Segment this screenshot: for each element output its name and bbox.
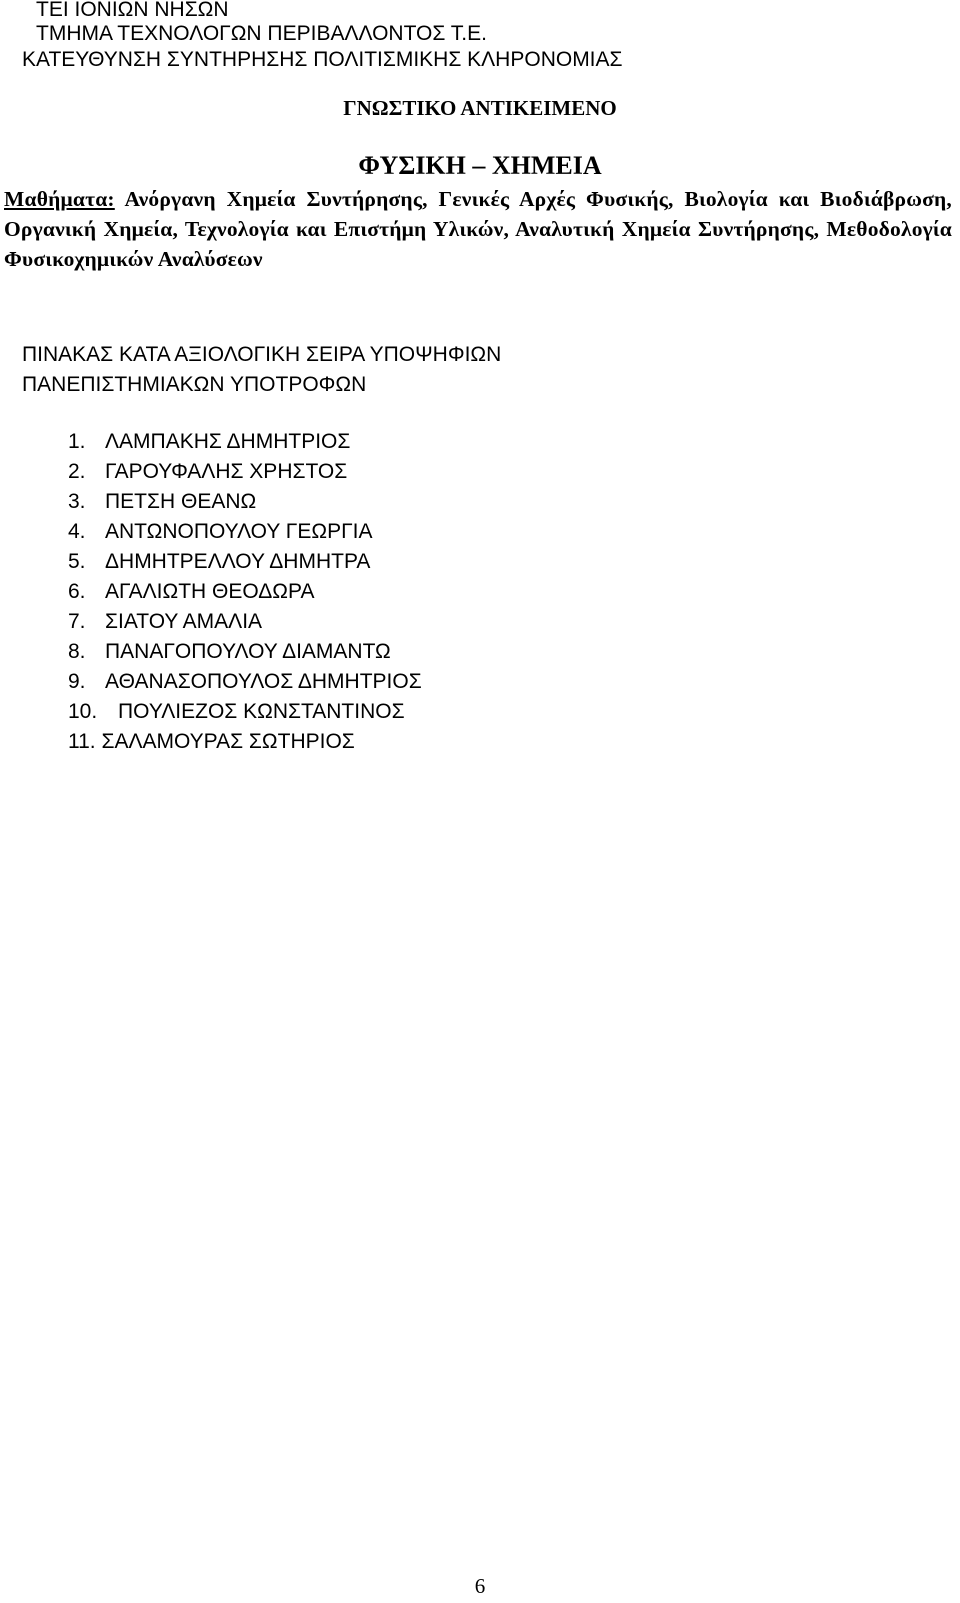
list-item xyxy=(68,460,422,490)
table-title-line2: ΠΑΝΕΠΙΣΤΗΜΙΑΚΩΝ ΥΠΟΤΡΟΦΩΝ xyxy=(22,373,367,396)
subject-heading: ΦΥΣΙΚΗ – ΧΗΜΕΙΑ xyxy=(358,151,602,180)
specialization-name: ΚΑΤΕΥΘΥΝΣΗ ΣΥΝΤΗΡΗΣΗΣ ΠΟΛΙΤΙΣΜΙΚΗΣ ΚΛΗΡΟΝΟΜΙΑΣ xyxy=(22,48,623,71)
candidate-name: ΛΑΜΠΑΚΗΣ ΔΗΜΗΤΡΙΟΣ xyxy=(105,430,351,453)
rank-number: 10. xyxy=(68,700,98,723)
courses-list: Ανόργανη Χημεία Συντήρησης, Γενικές Αρχές Φυσικής, Βιολογία και Βιοδιάβρωση, Οργανική Χημεία, Τεχνολογία και Επιστήμη Υλικών, Αναλυτική Χημεία Συντήρησης, Μεθοδολογία Φυσικοχημικών Αναλύσεων xyxy=(4,187,952,271)
rank-number: 5. xyxy=(68,550,86,573)
list-item xyxy=(68,670,422,700)
candidate-name: ΣΑΛΑΜΟΥΡΑΣ ΣΩΤΗΡΙΟΣ xyxy=(101,730,355,753)
department-name: ΤΜΗΜΑ ΤΕΧΝΟΛΟΓΩΝ ΠΕΡΙΒΑΛΛΟΝΤΟΣ Τ.Ε. xyxy=(36,22,487,45)
rank-number: 4. xyxy=(68,520,86,543)
list-item xyxy=(68,640,422,670)
list-item xyxy=(68,430,422,460)
list-item xyxy=(68,490,422,520)
rank-number: 7. xyxy=(68,610,86,633)
rank-number: 8. xyxy=(68,640,86,663)
rank-number: 2. xyxy=(68,460,86,483)
courses-paragraph xyxy=(4,184,952,274)
table-title-line1: ΠΙΝΑΚΑΣ ΚΑΤΑ ΑΞΙΟΛΟΓΙΚΗ ΣΕΙΡΑ ΥΠΟΨΗΦΙΩΝ xyxy=(22,343,502,366)
list-item xyxy=(68,730,422,760)
candidate-name: ΠΕΤΣΗ ΘΕΑΝΩ xyxy=(105,490,257,513)
candidate-name: ΔΗΜΗΤΡΕΛΛΟΥ ΔΗΜΗΤΡΑ xyxy=(105,550,371,573)
candidate-name: ΓΑΡΟΥΦΑΛΗΣ ΧΡΗΣΤΟΣ xyxy=(105,460,348,483)
rank-number: 3. xyxy=(68,490,86,513)
rank-number: 1. xyxy=(68,430,86,453)
topic-heading: ΓΝΩΣΤΙΚΟ ΑΝΤΙΚΕΙΜΕΝΟ xyxy=(343,96,617,120)
candidate-name: ΑΘΑΝΑΣΟΠΟΥΛΟΣ ΔΗΜΗΤΡΙΟΣ xyxy=(105,670,422,693)
list-item xyxy=(68,580,422,610)
candidate-name: ΣΙΑΤΟΥ ΑΜΑΛΙΑ xyxy=(105,610,263,633)
rank-number: 6. xyxy=(68,580,86,603)
rank-number: 9. xyxy=(68,670,86,693)
candidate-name: ΠΟΥΛΙΕΖΟΣ ΚΩΝΣΤΑΝΤΙΝΟΣ xyxy=(118,700,405,723)
list-item xyxy=(68,700,422,730)
page-number: 6 xyxy=(474,1574,486,1598)
institution-name: ΤΕΙ ΙΟΝΙΩΝ ΝΗΣΩΝ xyxy=(36,0,229,21)
candidate-name: ΠΑΝΑΓΟΠΟΥΛΟΥ ΔΙΑΜΑΝΤΩ xyxy=(105,640,391,663)
courses-label: Μαθήματα: xyxy=(4,187,115,211)
list-item xyxy=(68,610,422,640)
candidate-ranking-list xyxy=(68,430,422,760)
rank-number: 11. xyxy=(68,730,96,753)
candidate-name: ΑΓΑΛΙΩΤΗ ΘΕΟΔΩΡΑ xyxy=(105,580,315,603)
list-item xyxy=(68,550,422,580)
list-item xyxy=(68,520,422,550)
candidate-name: ΑΝΤΩΝΟΠΟΥΛΟΥ ΓΕΩΡΓΙΑ xyxy=(105,520,373,543)
